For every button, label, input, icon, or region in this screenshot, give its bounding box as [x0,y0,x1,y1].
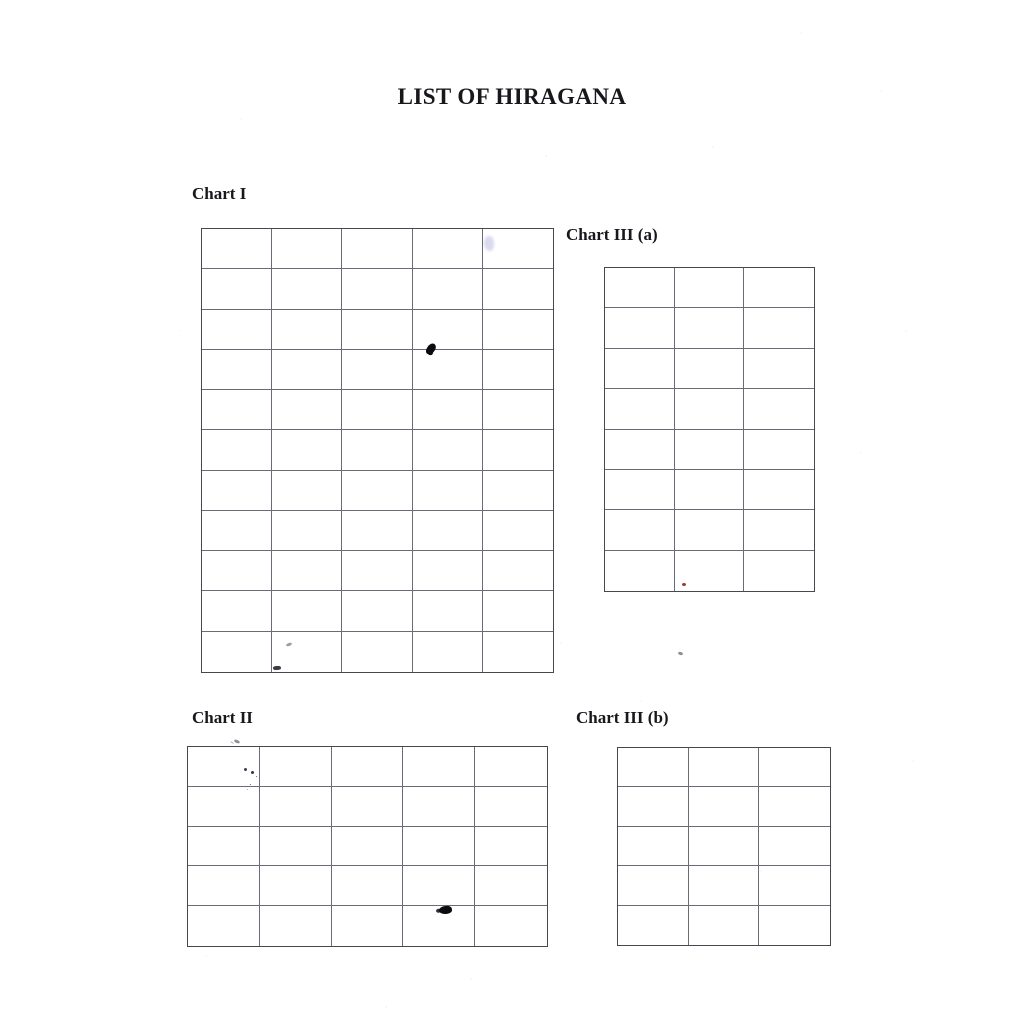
grid-cell [342,551,412,591]
grid-cell [272,350,342,390]
grid-cell [689,787,760,826]
grid-cell [260,747,332,787]
grid-cell [689,827,760,866]
grid-cell [605,430,675,470]
grid-cell [618,827,689,866]
scan-speck [234,739,241,744]
chart-1-grid [201,228,554,673]
grid-cell [342,632,412,672]
grid-cell [483,390,553,430]
grid-cell [188,747,260,787]
grid-cell [605,470,675,510]
grid-cell [403,866,475,906]
grid-cell [202,390,272,430]
grid-cell [188,827,260,867]
grid-cell [689,906,760,945]
grid-cell [413,430,483,470]
chart-3a-label: Chart III (a) [566,225,658,244]
grid-cell [342,310,412,350]
grid-cell [272,390,342,430]
grid-cell [413,229,483,269]
chart-3a-grid [604,267,815,592]
grid-cell [475,747,547,787]
grid-cell [605,349,675,389]
grid-cell [675,308,745,348]
grid-cell [272,632,342,672]
chart-3b-grid [617,747,831,946]
grid-cell [413,591,483,631]
grid-cell [202,471,272,511]
grid-cell [744,470,814,510]
grid-cell [332,787,404,827]
grid-cell [744,430,814,470]
grid-cell [475,866,547,906]
grid-cell [342,430,412,470]
grid-cell [272,471,342,511]
grid-cell [413,350,483,390]
grid-cell [188,906,260,946]
grid-cell [202,591,272,631]
grid-cell [188,866,260,906]
grid-cell [332,747,404,787]
grid-cell [675,389,745,429]
grid-cell [744,349,814,389]
chart-2-label: Chart II [192,708,253,727]
grid-cell [475,827,547,867]
grid-cell [605,268,675,308]
grid-cell [342,269,412,309]
grid-cell [483,430,553,470]
scan-noise [0,0,2,2]
grid-cell [202,511,272,551]
grid-cell [675,349,745,389]
grid-cell [413,269,483,309]
grid-cell [403,906,475,946]
grid-cell [202,632,272,672]
grid-cell [744,551,814,591]
grid-cell [483,632,553,672]
grid-cell [403,747,475,787]
grid-cell [413,511,483,551]
grid-cell [272,511,342,551]
grid-cell [403,787,475,827]
grid-cell [202,310,272,350]
grid-cell [483,269,553,309]
grid-cell [759,906,830,945]
grid-cell [272,269,342,309]
grid-cell [759,866,830,905]
grid-cell [342,350,412,390]
scan-speck [678,651,684,655]
grid-cell [272,229,342,269]
grid-cell [605,551,675,591]
grid-cell [675,430,745,470]
grid-cell [260,906,332,946]
grid-cell [272,430,342,470]
grid-cell [260,827,332,867]
grid-cell [272,551,342,591]
grid-cell [605,308,675,348]
grid-cell [342,471,412,511]
grid-cell [272,310,342,350]
grid-cell [675,268,745,308]
grid-cell [202,269,272,309]
grid-cell [483,551,553,591]
grid-cell [202,430,272,470]
grid-cell [483,511,553,551]
grid-cell [475,787,547,827]
grid-cell [618,866,689,905]
grid-cell [744,389,814,429]
grid-cell [413,471,483,511]
chart-3b-label: Chart III (b) [576,708,669,727]
grid-cell [342,511,412,551]
page-title: LIST OF HIRAGANA [397,84,627,109]
grid-cell [475,906,547,946]
grid-cell [483,310,553,350]
grid-cell [759,827,830,866]
chart-2-grid [187,746,548,947]
grid-cell [272,591,342,631]
grid-cell [759,787,830,826]
grid-cell [413,632,483,672]
grid-cell [675,551,745,591]
grid-cell [413,551,483,591]
grid-cell [188,787,260,827]
grid-cell [689,748,760,787]
grid-cell [483,591,553,631]
grid-cell [342,229,412,269]
grid-cell [332,827,404,867]
grid-cell [332,866,404,906]
grid-cell [744,268,814,308]
grid-cell [744,510,814,550]
grid-cell [605,510,675,550]
grid-cell [403,827,475,867]
grid-cell [759,748,830,787]
grid-cell [483,471,553,511]
grid-cell [618,748,689,787]
grid-cell [413,390,483,430]
grid-cell [202,551,272,591]
chart-1-label: Chart I [192,184,247,203]
grid-cell [260,787,332,827]
grid-cell [483,350,553,390]
grid-cell [675,510,745,550]
grid-cell [332,906,404,946]
grid-cell [618,906,689,945]
grid-cell [618,787,689,826]
grid-cell [744,308,814,348]
grid-cell [202,229,272,269]
grid-cell [342,390,412,430]
grid-cell [675,470,745,510]
grid-cell [483,229,553,269]
grid-cell [413,310,483,350]
grid-cell [260,866,332,906]
grid-cell [202,350,272,390]
grid-cell [689,866,760,905]
grid-cell [342,591,412,631]
grid-cell [605,389,675,429]
